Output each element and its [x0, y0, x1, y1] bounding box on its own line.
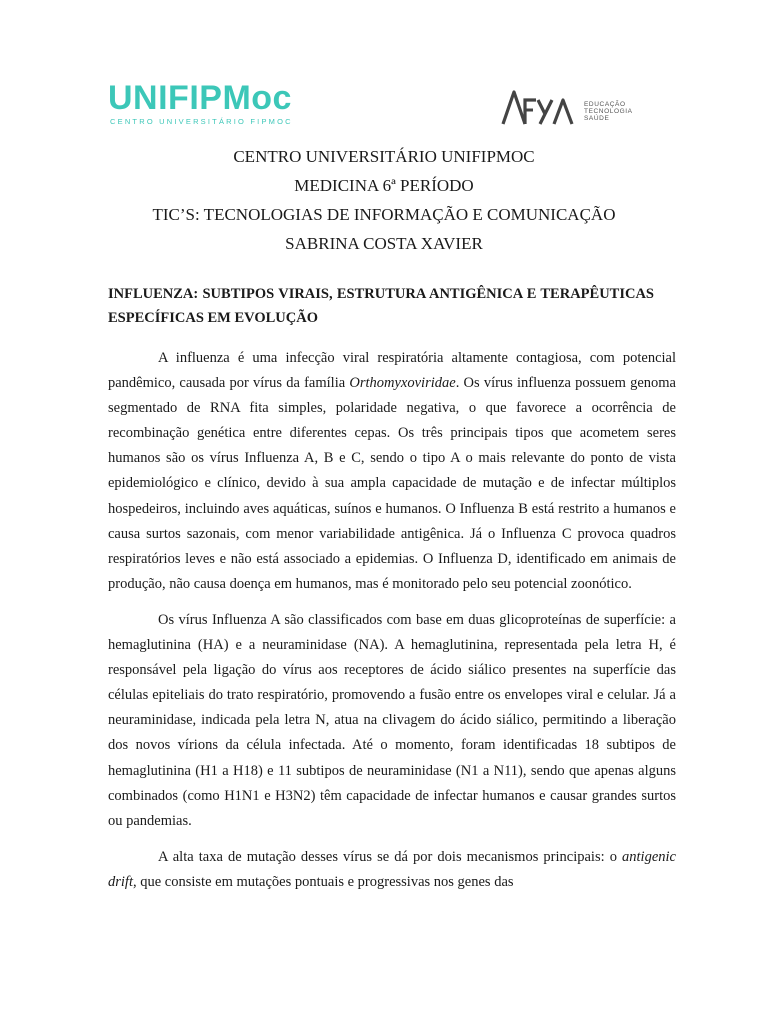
antigenic-drift-italic: antigenic drift — [108, 848, 676, 890]
header-course: MEDICINA 6ª PERÍODO — [294, 176, 474, 195]
document-header — [0, 142, 768, 258]
document-body — [108, 346, 676, 906]
paragraph-1: A influenza é uma infecção viral respiratória altamente contagiosa, com potencial pandêmico, causada por vírus da família Orthomyxoviridae. Os vírus influenza possuem genoma segmentado de RNA fita simples, polaridade negativa, o que favorece a ocorrência de recombinação genética entre diferentes cepas. Os três principais tipos que acometem seres humanos são os vírus Influenza A, B e C, sendo o tipo A o mais relevante do ponto de vista epidemiológico e clínico, devido à sua ampla capacidade de mutação e de infectar múltiplos hospedeiros, incluindo aves aquáticas, suínos e humanos. O Influenza B está restrito a humanos e causa surtos sazonais, com menor variabilidade antigênica. Já o Influenza C provoca quadros respiratórios leves e não está associado a epidemias. O Influenza D, identificado em animais de produção, não causa doença em humanos, mas é monitorado pelo seu potencial zoonótico. — [108, 350, 676, 592]
document-title: INFLUENZA: SUBTIPOS VIRAIS, ESTRUTURA ANTIGÊNICA E TERAPÊUTICAS ESPECÍFICAS EM EVOLUÇÃO — [108, 286, 654, 326]
header-subject: TIC’S: TECNOLOGIAS DE INFORMAÇÃO E COMUNICAÇÃO — [152, 205, 616, 224]
paragraph-3: A alta taxa de mutação desses vírus se dá por dois mecanismos principais: o antigenic drift, que consiste em mutações pontuais e progressivas nos genes das — [108, 848, 676, 890]
afya-logo — [500, 86, 633, 126]
afya-logo-tagline: EDUCAÇÃO TECNOLOGIA SAÚDE — [584, 101, 633, 122]
family-name-italic: Orthomyxoviridae — [349, 375, 456, 392]
afya-logo-mark — [500, 86, 580, 126]
paragraph-2: Os vírus Influenza A são classificados com base em duas glicoproteínas de superfície: a hemaglutinina (HA) e a neuraminidase (NA). A hemaglutinina, representada pela letra H, é responsável pela ligação do vírus aos receptores de ácido siálico presentes na superfície das células epiteliais do trato respiratório, promovendo a fusão entre os envelopes viral e celular. Já a neuraminidase, indicada pela letra N, atua na clivagem do ácido siálico, permitindo a liberação dos novos vírions da célula infectada. Até o momento, foram identificadas 18 subtipos de hemaglutinina (H1 a H18) e 11 subtipos de neuraminidase (N1 a N11), sendo que apenas alguns combinados (como H1N1 e H3N2) têm capacidade de infectar humanos e causar grandes surtos ou pandemias. — [108, 611, 676, 829]
unifipmoc-logo — [108, 80, 293, 126]
header-author: SABRINA COSTA XAVIER — [285, 234, 483, 253]
unifipmoc-logo-wordmark: UNIFIPMoc — [108, 79, 292, 117]
header-institution: CENTRO UNIVERSITÁRIO UNIFIPMOC — [233, 147, 535, 166]
unifipmoc-logo-subtitle: CENTRO UNIVERSITÁRIO FIPMOC — [110, 117, 293, 126]
